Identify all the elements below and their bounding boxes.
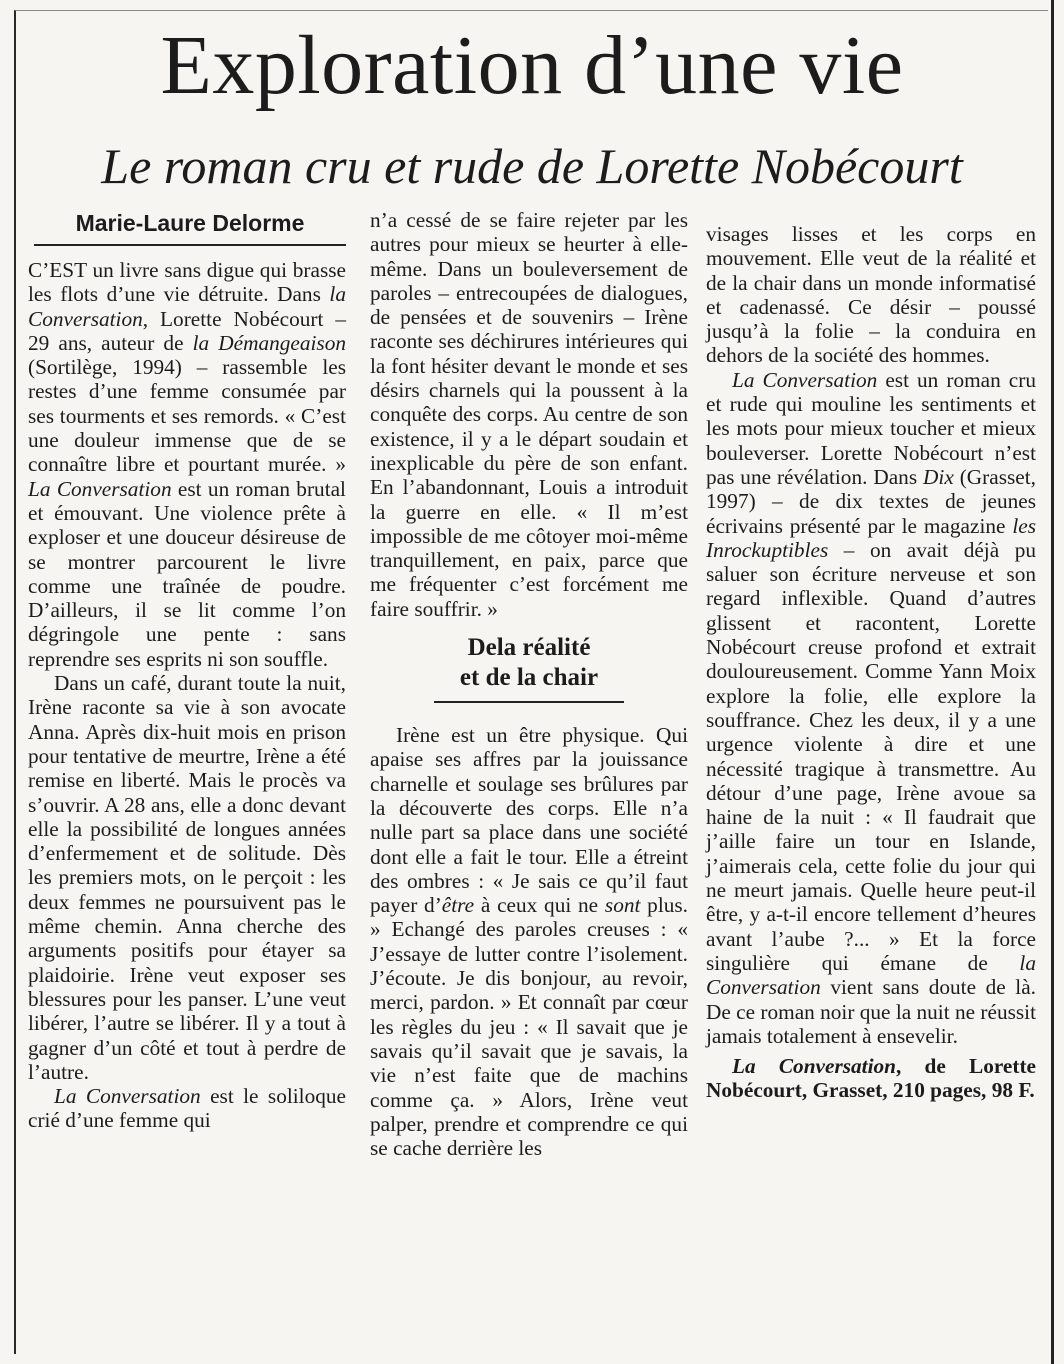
- book-title: Dix: [923, 464, 954, 489]
- emphasis: être: [441, 893, 475, 918]
- paragraph-1: [28, 258, 346, 671]
- book-title: la Conversation: [28, 282, 346, 331]
- paragraph-2: Dans un café, durant toute la nuit, Irène raconte sa vie à son avocate Anna. Après dix-huit mois en prison pour tentative de meurtre, Irène a été remise en liberté. Mais le procès va s’ouvrir. A 28 ans, elle a donc devant elle la possibilité de longues années d’enfermement et de solitude. Dès les premiers mots, on le perçoit : les deux femmes ne poursuivent pas le même chemin. Anna cherche des arguments positifs pour étayer sa plaidoirie. Irène veut exposer ses blessures pour les panser. L’une veut libérer, l’autre se libérer. Il y a tout à gagner d’un côté et tout à perdre de l’autre.: [28, 671, 346, 1084]
- book-title: La Conversation: [732, 367, 878, 392]
- text-run: (Grasset, 1997) – de dix textes de jeunes écrivains présenté par le magazine: [706, 464, 1036, 538]
- credit-text: , de Lorette Nobécourt, Grasset, 210 pages, 98 F.: [706, 1054, 1036, 1103]
- article-title: Exploration d’une vie: [160, 19, 904, 112]
- text-run: C’EST un livre sans digue qui brasse les flots d’une vie détruite. Dans: [28, 258, 346, 307]
- paragraph-7: [706, 368, 1036, 1048]
- text-run: – on avait déjà pu saluer son écriture nerveuse et son regard inflexible. Quand d’autres glissent et racontent, Lorette Nobécourt creuse profond et extrait douloureusement. Comme Yann Moix explore la folie, elle explore la souffrance. Chez les deux, il y a une urgence violente à dire et une nécessité tragique à transmettre. Au détour d’une page, Irène avoue sa haine de la nuit : « Il faudrait que j’aille faire un tour en Islande, j’aimerais cela, cette folie du jour qui ne meurt jamais. Quelle heure peut-il être, y a-t-il encore tellement d’heures avant l’aube ?... » Et la force singulière qui émane de: [706, 537, 1036, 975]
- subhead-rule: [434, 701, 624, 703]
- column-1: [28, 208, 346, 1133]
- paragraph-3: [28, 1084, 346, 1133]
- text-run: est un roman cru et rude qui mouline les sentiments et les mots pour mieux toucher et mieux bouleverser. Lorette Nobécourt n’est pas une révélation. Dans: [706, 367, 1036, 489]
- text-run: (Sortilège, 1994) – rassemble les restes d’une femme consumée par ses tourments et ses remords. « C’est une douleur immense que de se connaître libre et pourtant murée. »: [28, 355, 346, 477]
- emphasis: sont: [604, 893, 641, 918]
- book-title: La Conversation: [54, 1084, 201, 1109]
- subhead: [370, 633, 688, 693]
- paragraph-6: visages lisses et les corps en mouvement. Elle veut de la réalité et de la chair dans un monde informatisé et cadenassé. Ce désir – poussé jusqu’à la folie – la conduira en dehors de la société des hommes.: [706, 222, 1036, 368]
- book-title: la Conversation: [706, 950, 1036, 1000]
- byline: Marie-Laure Delorme: [34, 208, 346, 246]
- column-2: [370, 208, 688, 1160]
- subhead-line-1: Dela réalité: [467, 634, 591, 662]
- text-run: , Lorette Nobécourt – 29 ans, auteur de: [28, 306, 346, 355]
- subhead-line-2: et de la chair: [459, 664, 599, 692]
- text-run: Irène est un être physique. Qui apaise ses affres par la jouissance charnelle et soulage ses brûlures par la découverte des corps. Elle n’a nulle part sa place dans une société dont elle a fait le tour. Elle a étreint des ombres : « Je sais ce qu’il faut payer d’: [370, 723, 688, 918]
- article-subtitle: Le roman cru et rude de Lorette Nobécourt: [101, 138, 963, 194]
- book-title: La Conversation: [28, 476, 172, 501]
- page-edge-rule: [1051, 0, 1054, 1364]
- text-run: est le soliloque crié d’une femme qui: [28, 1084, 346, 1133]
- text-run: vient sans doute de là. De ce roman noir que la nuit ne réussit jamais totalement à ensevelir.: [706, 975, 1036, 1048]
- text-run: plus. » Echangé des paroles creuses : « J’essaye de lutter contre l’isolement. J’écoute. Je dis bonjour, au revoir, merci, pardon. » Et connaît par cœur les règles du jeu : « Il savait que je savais qu’il savait que je savais, la vie n’est faite que de machins comme ça. » Alors, Irène veut palper, prendre et comprendre ce qui se cache derrière les: [370, 893, 689, 1161]
- text-run: à ceux qui ne: [474, 893, 605, 918]
- paragraph-5: [370, 723, 688, 1160]
- book-title: la Démangeaison: [192, 330, 347, 355]
- book-title: La Conversation: [732, 1054, 896, 1079]
- text-run: est un roman brutal et émouvant. Une violence prête à exploser et une douceur désireuse de se montrer parcourent le livre comme une traînée de poudre. D’ailleurs, il se lit comme l’on dégringole une pente : sans reprendre ses esprits ni son souffle.: [28, 476, 346, 671]
- paragraph-4: n’a cessé de se faire rejeter par les autres pour mieux se heurter à elle-même. Dans un bouleversement de paroles – entrecoupées de dialogues, de pensées et de souvenirs – Irène raconte ses déchirures intérieures qui la font hésiter devant le monde et ses désirs charnels qui la poussent à la conquête des corps. Au centre de son existence, il y a le départ soudain et inexplicable du père de son enfant. En l’abandonnant, Louis a introduit la guerre en elle. « Il m’est impossible de me côtoyer moi-même tranquillement, en paix, parce que me fréquenter c’est forcément me faire souffrir. »: [370, 208, 688, 621]
- magazine-title: les Inrockuptibles: [706, 513, 1036, 562]
- column-3: [706, 222, 1036, 1103]
- book-credit: [706, 1054, 1036, 1103]
